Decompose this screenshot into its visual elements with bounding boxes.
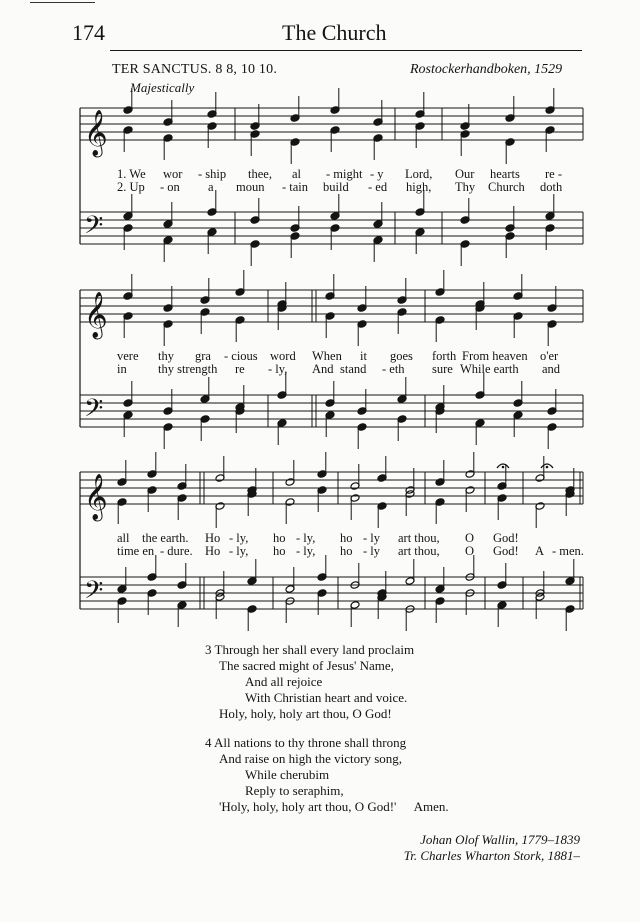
syllable: o'er — [540, 349, 559, 363]
syllable: - ly, — [229, 544, 249, 558]
stanza-line: And all rejoice — [245, 674, 323, 689]
syllable: doth — [540, 180, 563, 194]
syllable: thee, — [248, 167, 272, 181]
syllable: - y — [370, 167, 384, 181]
stanza-line: Holy, holy, holy art thou, O God! — [219, 706, 392, 721]
system3-verse2-lyrics — [0, 544, 640, 560]
stanza-3 — [205, 642, 414, 722]
syllable: ho — [273, 531, 286, 545]
syllable: 2. Up — [117, 180, 145, 194]
syllable: - ly, — [268, 362, 288, 376]
syllable: vere — [117, 349, 139, 363]
syllable: art thou, — [398, 531, 440, 545]
syllable: - cious — [224, 349, 258, 363]
fermata-dot — [546, 466, 549, 469]
syllable: forth — [432, 349, 457, 363]
syllable: - eth — [382, 362, 405, 376]
stanza-line: 3 Through her shall every land proclaim — [205, 642, 415, 657]
syllable: - tain — [282, 180, 309, 194]
syllable: al — [292, 167, 302, 181]
syllable: - ly, — [296, 531, 316, 545]
syllable: sure — [432, 362, 453, 376]
stanza-line: With Christian heart and voice. — [245, 690, 408, 705]
syllable: A — [535, 544, 545, 558]
syllable: Thy — [455, 180, 476, 194]
syllable: While earth — [460, 362, 519, 376]
syllable: goes — [390, 349, 413, 363]
syllable: ho — [340, 544, 353, 558]
stanza-line: The sacred might of Jesus' Name, — [219, 658, 394, 673]
syllable: God! — [493, 544, 519, 558]
syllable: O — [465, 544, 475, 558]
syllable: thy strength — [158, 362, 218, 376]
syllable: - ed — [368, 180, 388, 194]
tune-name: TER SANCTUS. 8 8, 10 10. — [112, 62, 278, 77]
treble-clef-icon: 𝄞 — [84, 292, 108, 338]
syllable: ho — [273, 544, 286, 558]
page-number: 174 — [72, 20, 105, 45]
syllable: gra — [195, 349, 211, 363]
syllable: - men. — [552, 544, 584, 558]
stanza-4 — [205, 735, 449, 815]
syllable: - ship — [198, 167, 227, 181]
treble-clef-icon: 𝄞 — [84, 474, 108, 520]
syllable: - ly — [363, 531, 381, 545]
syllable: re — [235, 362, 245, 376]
syllable: And — [312, 362, 334, 376]
syllable: Ho — [205, 544, 221, 558]
stanza-line: And raise on high the victory song, — [219, 751, 403, 766]
syllable: in — [117, 362, 127, 376]
stanza-line: While cherubim — [245, 767, 330, 782]
translator: Tr. Charles Wharton Stork, 1881– — [403, 848, 580, 863]
syllable: When — [312, 349, 342, 363]
syllable: all — [117, 531, 130, 545]
amen: Amen. — [413, 799, 449, 814]
system1-verse2-lyrics — [0, 180, 640, 196]
syllable: Our — [455, 167, 475, 181]
credits — [404, 832, 580, 864]
syllable: God! — [493, 531, 519, 545]
treble-clef-icon: 𝄞 — [84, 110, 108, 156]
syllable: stand — [340, 362, 367, 376]
syllable: high, — [406, 180, 432, 194]
syllable: and — [542, 362, 561, 376]
syllable: - on — [160, 180, 180, 194]
syllable: - ly, — [296, 544, 316, 558]
syllable: time en — [117, 544, 155, 558]
syllable: - ly, — [229, 531, 249, 545]
syllable: - ly — [363, 544, 381, 558]
syllable: - dure. — [160, 544, 193, 558]
bass-clef-icon: 𝄢 — [84, 394, 104, 429]
syllable: O — [465, 531, 475, 545]
syllable: word — [270, 349, 296, 363]
stanza-line: Reply to seraphim, — [245, 783, 344, 798]
tempo-marking: Majestically — [130, 80, 195, 95]
syllable: the earth. — [142, 531, 189, 545]
syllable: it — [360, 349, 367, 363]
syllable: Ho — [205, 531, 221, 545]
stanza-line: 4 All nations to thy throne shall throng — [205, 735, 407, 750]
author: Johan Olof Wallin, 1779–1839 — [420, 832, 580, 847]
fermata-dot — [502, 466, 505, 469]
syllable: ho — [340, 531, 353, 545]
syllable: moun — [236, 180, 265, 194]
syllable: art thou, — [398, 544, 440, 558]
syllable: thy — [158, 349, 174, 363]
bass-clef-icon: 𝄢 — [84, 576, 104, 611]
tune-source: Rostockerhandboken, 1529 — [410, 62, 563, 77]
syllable: Lord, — [405, 167, 433, 181]
syllable: re - — [545, 167, 562, 181]
system2-verse2-lyrics — [0, 362, 640, 378]
syllable: build — [323, 180, 349, 194]
syllable: Church — [488, 180, 525, 194]
section-title: The Church — [282, 20, 387, 45]
syllable: 1. We — [117, 167, 146, 181]
syllable: a — [208, 180, 214, 194]
bass-clef-icon: 𝄢 — [84, 211, 104, 246]
stanza-line: 'Holy, holy, holy art thou, O God!' — [219, 799, 397, 814]
syllable: - might — [326, 167, 363, 181]
syllable: hearts — [490, 167, 520, 181]
syllable: From heaven — [462, 349, 528, 363]
syllable: wor — [163, 167, 183, 181]
